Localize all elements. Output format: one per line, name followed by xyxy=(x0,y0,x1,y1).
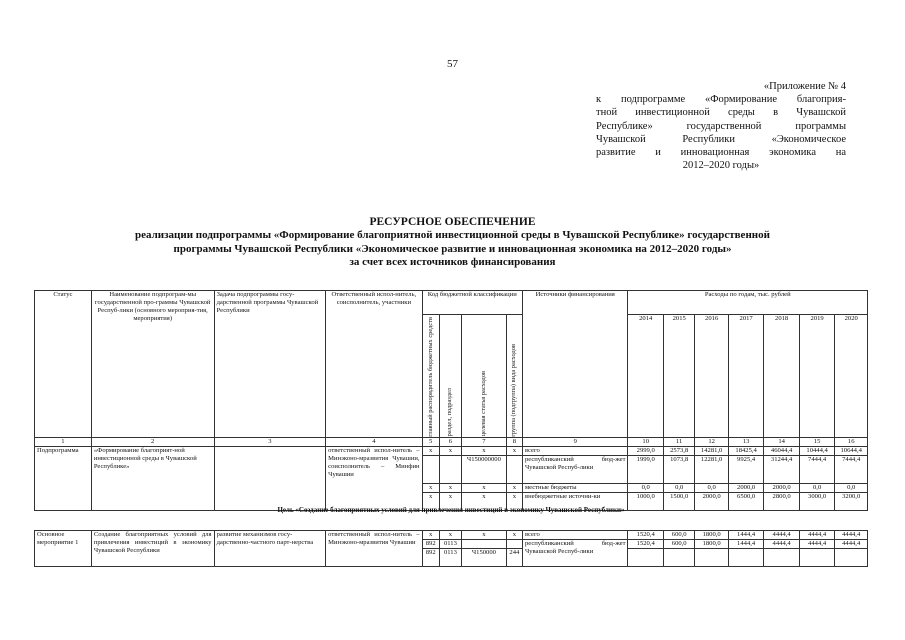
cell-csr: x xyxy=(462,446,507,455)
cell-value xyxy=(663,549,694,567)
cell-razdel: x xyxy=(439,483,461,492)
cell-value: 2999,0 xyxy=(628,446,664,455)
cell-value: 2573,8 xyxy=(663,446,694,455)
cell-value: 1800,0 xyxy=(695,531,728,540)
cell-value xyxy=(628,549,664,567)
cell-grbs xyxy=(422,455,439,483)
col-number: 16 xyxy=(835,437,868,446)
cell-vr: x xyxy=(506,483,522,492)
cell-value: 1000,0 xyxy=(628,493,664,511)
cell-value: 46044,4 xyxy=(764,446,800,455)
appendix-line: тной инвестиционной среды в Чувашской xyxy=(596,107,846,119)
col-number: 1 xyxy=(35,437,92,446)
cell-source: всего xyxy=(522,531,628,540)
col-number: 2 xyxy=(91,437,214,446)
measure-task: развитие механизмов госу-дарственно-частного парт-нерства xyxy=(214,531,326,567)
measure-status: Основное мероприятие 1 xyxy=(35,531,92,567)
cell-grbs: x xyxy=(422,483,439,492)
cell-source: всего xyxy=(522,446,628,455)
cell-value: 4444,4 xyxy=(799,540,835,549)
header-year: 2020 xyxy=(835,315,868,438)
cell-vr: 244 xyxy=(506,549,522,567)
cell-razdel: x xyxy=(439,493,461,511)
cell-csr: x xyxy=(462,483,507,492)
cell-value: 3200,0 xyxy=(835,493,868,511)
cell-value xyxy=(835,549,868,567)
cell-source: внебюджетные источни-ки xyxy=(522,493,628,511)
cell-value: 4444,4 xyxy=(764,540,800,549)
cell-value: 0,0 xyxy=(628,483,664,492)
cell-grbs: x xyxy=(422,531,439,540)
cell-value: 2800,0 xyxy=(764,493,800,511)
cell-razdel xyxy=(439,455,461,483)
col-number: 5 xyxy=(422,437,439,446)
cell-value: 4444,4 xyxy=(764,531,800,540)
header-year: 2014 xyxy=(628,315,664,438)
cell-grbs: x xyxy=(422,446,439,455)
cell-vr xyxy=(506,540,522,549)
header-grbs: главный распорядитель бюджетных средств xyxy=(422,315,439,438)
col-number: 7 xyxy=(462,437,507,446)
appendix-line: 2012–2020 годы» xyxy=(682,160,760,172)
cell-value: 600,0 xyxy=(663,540,694,549)
cell-value: 4444,4 xyxy=(835,540,868,549)
cell-value: 1800,0 xyxy=(695,540,728,549)
subprogram-status: Подпрограмма xyxy=(35,446,92,510)
cell-value: 18425,4 xyxy=(728,446,764,455)
cell-value: 1444,4 xyxy=(728,531,764,540)
cell-value xyxy=(695,549,728,567)
cell-csr xyxy=(462,540,507,549)
header-sources: Источники финансирования xyxy=(522,291,628,438)
goal-heading: Цель «Создание благоприятных условий для привлечения инвестиций в экономику Чувашской Республики» xyxy=(277,506,625,514)
col-number: 9 xyxy=(522,437,628,446)
cell-value: 31244,4 xyxy=(764,455,800,483)
cell-value xyxy=(799,549,835,567)
header-year: 2015 xyxy=(663,315,694,438)
subprogram-task xyxy=(214,446,326,510)
subprogram-name: «Формирование благоприят-ной инвестиционной среды в Чувашской Республике» xyxy=(91,446,214,510)
cell-source: республиканский бюд-жет Чувашской Респуб-лики xyxy=(522,540,628,567)
document-title xyxy=(40,216,865,269)
cell-value: 2000,0 xyxy=(695,493,728,511)
column-numbers-row xyxy=(35,437,868,446)
col-number: 8 xyxy=(506,437,522,446)
measure-name: Создание благоприятных условий для привлечения инвестиций в экономику Чувашской Республики xyxy=(91,531,214,567)
appendix-line: Республике» государственной программы xyxy=(596,120,846,132)
cell-value xyxy=(764,549,800,567)
col-number: 6 xyxy=(439,437,461,446)
cell-vr: x xyxy=(506,531,522,540)
col-number: 4 xyxy=(326,437,422,446)
title-line: за счет всех источников финансирования xyxy=(349,255,556,268)
col-number: 13 xyxy=(728,437,764,446)
measure-table xyxy=(34,530,868,567)
title-main: РЕСУРСНОЕ ОБЕСПЕЧЕНИЕ xyxy=(369,216,536,228)
cell-value: 600,0 xyxy=(663,531,694,540)
appendix-line: Чувашской Республики «Экономическое xyxy=(596,133,846,145)
cell-vr: x xyxy=(506,493,522,511)
resource-table xyxy=(34,290,868,511)
cell-value: 14281,0 xyxy=(695,446,728,455)
table-row xyxy=(35,531,868,540)
cell-value: 1520,4 xyxy=(628,540,664,549)
col-number: 14 xyxy=(764,437,800,446)
table-row xyxy=(35,446,868,455)
header-budget-code: Код бюджетной классификации xyxy=(422,291,522,315)
cell-value: 0,0 xyxy=(799,483,835,492)
header-task: Задача подпрограммы госу-дарственной программы Чувашской Республики xyxy=(214,291,326,438)
cell-razdel: 0113 xyxy=(439,549,461,567)
cell-csr: Ч150000000 xyxy=(462,455,507,483)
cell-value: 3000,0 xyxy=(799,493,835,511)
page-number: 57 xyxy=(447,58,458,70)
cell-value: 0,0 xyxy=(663,483,694,492)
cell-grbs: 892 xyxy=(422,549,439,567)
measure-responsible: ответственный испол-нитель – Минэконо-мразвития Чувашии xyxy=(326,531,422,567)
header-status: Статус xyxy=(35,291,92,438)
appendix-line: развитие и инновационная экономика на xyxy=(596,147,846,159)
cell-razdel: x xyxy=(439,531,461,540)
header-name: Наименование подпрограм-мы государственной про-граммы Чувашской Респуб-лики (основного мероприя-тия, мероприятия) xyxy=(91,291,214,438)
cell-value: 10644,4 xyxy=(835,446,868,455)
cell-value: 1999,0 xyxy=(628,455,664,483)
header-csr: целевая статья расходов xyxy=(462,315,507,438)
title-line: реализации подпрограммы «Формирование благоприятной инвестиционной среды в Чувашской Республике» государственной xyxy=(135,229,770,242)
cell-grbs: x xyxy=(422,493,439,511)
appendix-note xyxy=(596,80,846,172)
col-number: 11 xyxy=(663,437,694,446)
col-number: 3 xyxy=(214,437,326,446)
cell-value: 2000,0 xyxy=(728,483,764,492)
cell-value: 7444,4 xyxy=(799,455,835,483)
appendix-line: к подпрограмме «Формирование благоприя- xyxy=(596,94,846,106)
cell-value: 4444,4 xyxy=(835,531,868,540)
cell-value: 12281,0 xyxy=(695,455,728,483)
title-line: программы Чувашской Республики «Экономическое развитие и инновационная экономика на 2012–2020 годы» xyxy=(173,242,732,255)
cell-razdel: x xyxy=(439,446,461,455)
cell-value: 10444,4 xyxy=(799,446,835,455)
cell-value: 9925,4 xyxy=(728,455,764,483)
cell-grbs: 892 xyxy=(422,540,439,549)
cell-csr: x xyxy=(462,531,507,540)
subprogram-responsible: ответственный испол-нитель – Минэконо-мразвития Чувашии, соисполнитель – Минфин Чувашии xyxy=(326,446,422,510)
cell-value: 1520,4 xyxy=(628,531,664,540)
cell-csr: x xyxy=(462,493,507,511)
cell-csr: Ч150000 xyxy=(462,549,507,567)
header-year: 2018 xyxy=(764,315,800,438)
col-number: 12 xyxy=(695,437,728,446)
col-number: 10 xyxy=(628,437,664,446)
cell-value: 1500,0 xyxy=(663,493,694,511)
header-razdel: раздел, подраздел xyxy=(439,315,461,438)
cell-value: 1073,8 xyxy=(663,455,694,483)
cell-value xyxy=(728,549,764,567)
cell-value: 1444,4 xyxy=(728,540,764,549)
header-year: 2019 xyxy=(799,315,835,438)
cell-value: 7444,4 xyxy=(835,455,868,483)
cell-value: 4444,4 xyxy=(799,531,835,540)
cell-vr: x xyxy=(506,446,522,455)
header-year: 2016 xyxy=(695,315,728,438)
header-expenses: Расходы по годам, тыс. рублей xyxy=(628,291,868,315)
cell-vr xyxy=(506,455,522,483)
cell-value: 2000,0 xyxy=(764,483,800,492)
col-number: 15 xyxy=(799,437,835,446)
header-vr: группа (подгруппа) вида расходов xyxy=(506,315,522,438)
cell-value: 0,0 xyxy=(695,483,728,492)
cell-source: республиканский бюд-жет Чувашской Респуб-лики xyxy=(522,455,628,483)
header-year: 2017 xyxy=(728,315,764,438)
cell-value: 6500,0 xyxy=(728,493,764,511)
header-responsible: Ответственный испол-нитель, соисполнитель, участники xyxy=(326,291,422,438)
appendix-line: «Приложение № 4 xyxy=(763,81,846,92)
cell-value: 0,0 xyxy=(835,483,868,492)
cell-razdel: 0113 xyxy=(439,540,461,549)
cell-source: местные бюджеты xyxy=(522,483,628,492)
